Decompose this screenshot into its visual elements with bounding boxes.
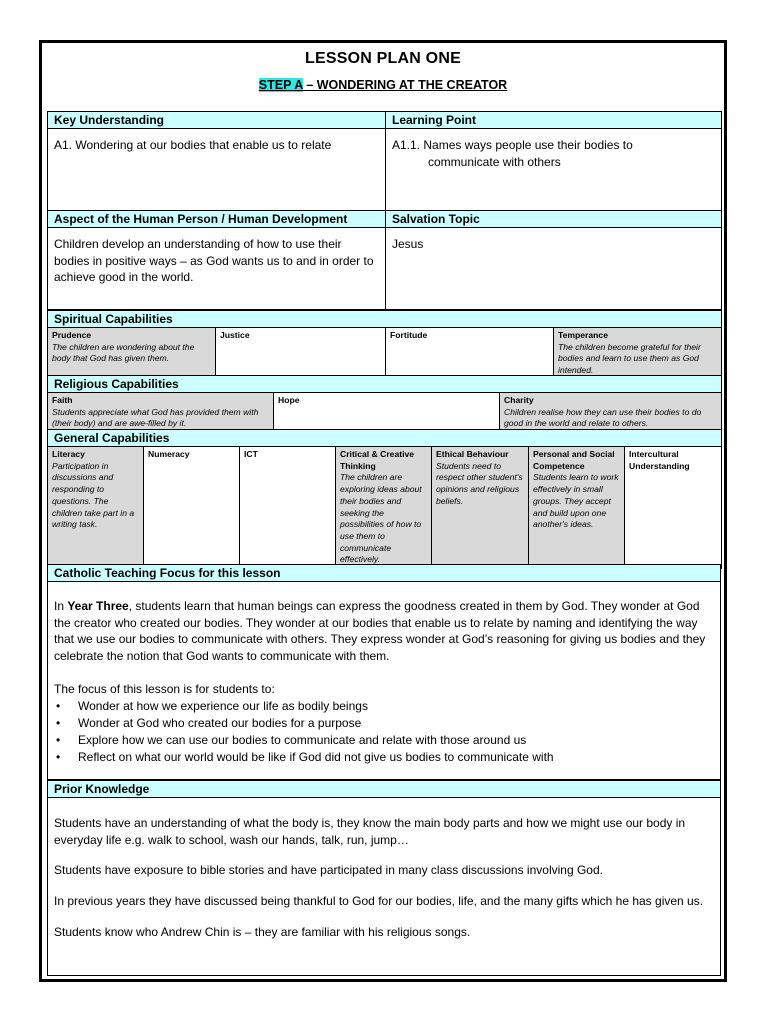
learning-point-line1: A1.1. Names ways people use their bodies to bbox=[392, 138, 633, 152]
justice-cell: Justice bbox=[216, 328, 386, 380]
ict-cell: ICT bbox=[240, 447, 336, 569]
aspect-header: Aspect of the Human Person / Human Development bbox=[48, 211, 386, 228]
prior-paragraph: Students have an understanding of what the body is, they know the main body parts and how we might use our body in everyday life e.g. walk to school, wash our hands, talk, run, jump… bbox=[54, 816, 686, 847]
page-title: LESSON PLAN ONE bbox=[305, 50, 461, 67]
step-title: – WONDERING AT THE CREATOR bbox=[302, 78, 508, 92]
learning-point-header: Learning Point bbox=[386, 112, 722, 129]
list-item: • Wonder at how we experience our life as bodily beings bbox=[54, 698, 714, 715]
prior-paragraph: Students have exposure to bible stories and have participated in many class discussions involving God. bbox=[54, 863, 603, 878]
faith-cell: Faith Students appreciate what God has provided them with (their body) and are awe-filled by it. bbox=[48, 393, 274, 433]
step-label: STEP A bbox=[258, 78, 303, 92]
catholic-header: Catholic Teaching Focus for this lesson bbox=[48, 565, 721, 582]
page-subtitle bbox=[42, 78, 724, 92]
ethical-behaviour-cell: Ethical Behaviour Students need to respect other student's opinions and religious beliefs. bbox=[432, 447, 529, 569]
key-understanding-header: Key Understanding bbox=[48, 112, 386, 129]
prior-paragraph: Students know who Andrew Chin is – they are familiar with his religious songs. bbox=[54, 924, 471, 939]
catholic-body bbox=[48, 582, 721, 780]
general-header: General Capabilities bbox=[48, 430, 722, 447]
focus-intro: The focus of this lesson is for students to: bbox=[54, 681, 275, 696]
spiritual-header: Spiritual Capabilities bbox=[48, 311, 722, 328]
prior-header: Prior Knowledge bbox=[48, 781, 721, 798]
prior-paragraph: In previous years they have discussed being thankful to God for our bodies, life, and the many gifts which he has given us. bbox=[54, 894, 704, 909]
charity-cell: Charity Children realise how they can use their bodies to do good in the world and relate to others. bbox=[500, 393, 722, 433]
aspect-value: Children develop an understanding of how to use their bodies in positive ways – as God wants us to and in order to achieve good in the world. bbox=[48, 228, 386, 310]
general-table bbox=[47, 429, 721, 569]
salvation-header: Salvation Topic bbox=[386, 211, 722, 228]
salvation-value: Jesus bbox=[386, 228, 722, 310]
hope-cell: Hope bbox=[274, 393, 500, 433]
catholic-table bbox=[47, 564, 721, 780]
spiritual-table bbox=[47, 310, 721, 380]
personal-social-cell: Personal and Social Competence Students learn to work effectively in small groups. They accept and build upon one another's ideas. bbox=[529, 447, 625, 569]
catholic-intro: In Year Three, students learn that human beings can express the goodness created in them by God. They wonder at God the creator who created our bodies. They wonder at our bodies that enable us to relate by naming and identifying the way that we use our bodies to communicate with others. They express wonder at God’s reasoning for giving us bodies and they celebrate the notion that God wants to communicate with them. bbox=[54, 599, 706, 664]
critical-creative-cell: Critical & Creative Thinking The children are exploring ideas about their bodies and seeking the possibilities of how to use them to communicate effectively. bbox=[336, 447, 432, 569]
numeracy-cell: Numeracy bbox=[144, 447, 240, 569]
religious-header: Religious Capabilities bbox=[48, 376, 722, 393]
prior-table bbox=[47, 780, 721, 976]
religious-table bbox=[47, 375, 721, 433]
temperance-cell: Temperance The children become grateful for their bodies and learn to use them as God intended. bbox=[554, 328, 722, 380]
prior-body bbox=[48, 798, 721, 976]
prudence-cell: Prudence The children are wondering about the body that God has given them. bbox=[48, 328, 216, 380]
list-item: • Wonder at God who created our bodies for a purpose bbox=[54, 715, 714, 732]
literacy-cell: Literacy Participation in discussions and responding to questions. The children take part in a writing task. bbox=[48, 447, 144, 569]
overview-table bbox=[47, 111, 721, 310]
learning-point-value bbox=[386, 129, 722, 211]
focus-list bbox=[54, 698, 714, 767]
fortitude-cell: Fortitude bbox=[386, 328, 554, 380]
key-understanding-value: A1. Wondering at our bodies that enable us to relate bbox=[48, 129, 386, 211]
list-item: • Explore how we can use our bodies to communicate and relate with those around us bbox=[54, 732, 714, 749]
learning-point-line2: communicate with others bbox=[428, 154, 561, 169]
list-item: • Reflect on what our world would be like if God did not give us bodies to communicate with bbox=[54, 749, 714, 766]
intercultural-cell: Intercultural Understanding bbox=[625, 447, 722, 569]
